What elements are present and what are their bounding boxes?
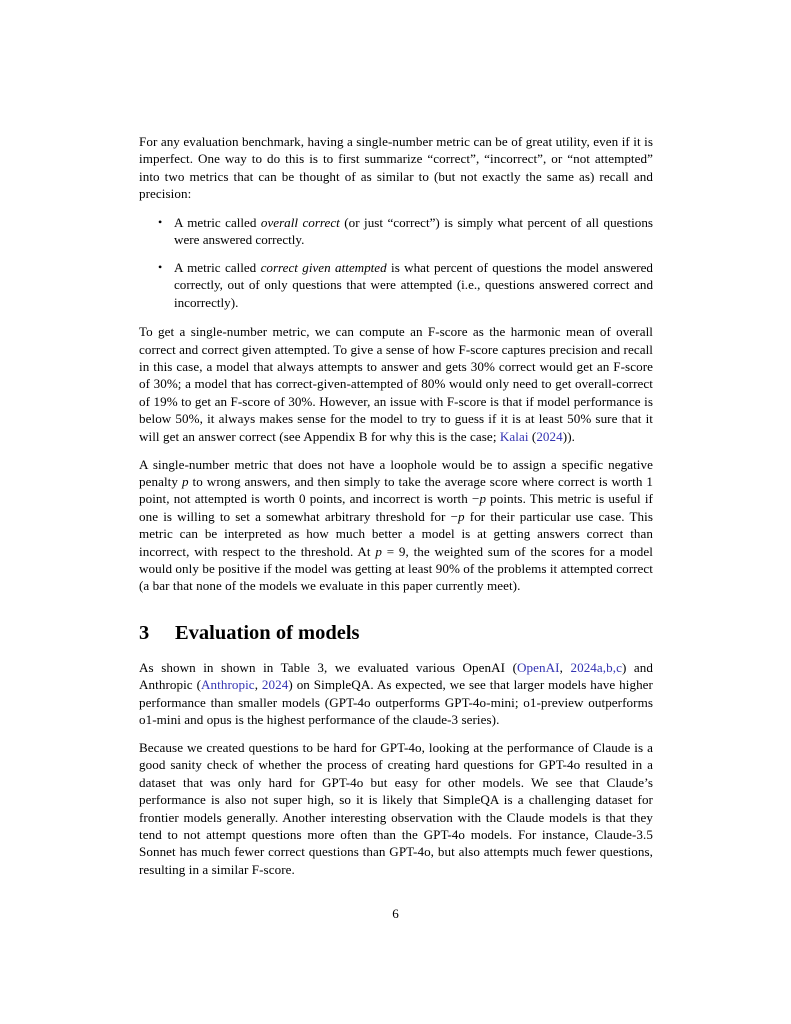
section-number: 3 bbox=[139, 621, 150, 644]
paragraph-evaluation-1 bbox=[139, 659, 653, 729]
penalty-text-part1: A single-number metric that does not have a loophole would be to assign a specific negative penalty bbox=[139, 456, 653, 489]
section-title: Evaluation of models bbox=[175, 621, 360, 644]
metric-definitions-list bbox=[139, 214, 653, 312]
bullet-text-after: is what percent of questions the model answered correctly, out of only questions that were attempted (i.e., questions answered correct and incorrectly). bbox=[174, 259, 653, 310]
citation-link-kalai[interactable]: Kalai bbox=[499, 428, 529, 444]
paragraph-penalty bbox=[139, 456, 653, 595]
eval-cite1-sep: , bbox=[559, 659, 571, 675]
page-number: 6 bbox=[392, 906, 399, 921]
math-variable-p: p bbox=[479, 491, 487, 507]
fscore-cite-mid: ( bbox=[528, 428, 537, 444]
list-item bbox=[139, 259, 653, 311]
paragraph-evaluation-2 bbox=[139, 739, 653, 878]
section-heading bbox=[139, 621, 653, 645]
fscore-text-part1: To get a single-number metric, we can compute an F-score as the harmonic mean of overall correct and correct given attempted. To give a sense of how F-score captures precision and recall in this case, a model that always attempts to answer and gets 30% correct would get an F-score of 30%; a model that has correct-given-attempted of 80% would only need to get overall-correct of 19% to get an F-score of 30%. However, an issue with F-score is that if model performance is below 50%, it always makes sense for the model to try to guess if it is at least 50% sure that it will get an answer correct (see Appendix B for why this is the case; bbox=[139, 324, 653, 444]
penalty-text-part2: to wrong answers, and then simply to take the average score where correct is worth 1 point, not attempted is worth 0 points, and incorrect is worth − bbox=[139, 473, 653, 507]
list-item bbox=[139, 214, 653, 249]
bullet-text-before: A metric called bbox=[174, 259, 261, 275]
paragraph-intro-text: For any evaluation benchmark, having a single-number metric can be of great utility, even if it is imperfect. One way to do this is to first summarize “correct”, “incorrect”, or “not attempted” into two metrics that can be thought of as similar to (but not exactly the same as) recall and precision: bbox=[139, 134, 653, 202]
eval-cite2-sep: , bbox=[254, 677, 262, 693]
paragraph-fscore bbox=[139, 323, 653, 445]
citation-link-anthropic[interactable]: Anthropic bbox=[201, 677, 255, 693]
eval-text-part1: As shown in shown in Table 3, we evaluated various OpenAI ( bbox=[139, 659, 518, 675]
fscore-text-part2: )). bbox=[562, 428, 575, 444]
bullet-term-italic: overall correct bbox=[260, 214, 340, 230]
penalty-text-part4: for their particular use case. This metric can be interpreted as how much better a model is at getting answers correct than incorrect, with respect to the threshold. At bbox=[139, 508, 653, 559]
citation-link-openai[interactable]: OpenAI bbox=[517, 659, 560, 675]
penalty-text-part3: points. This metric is useful if one is willing to set a somewhat arbitrary threshold for − bbox=[139, 491, 653, 524]
bullet-text-before: A metric called bbox=[174, 214, 261, 230]
citation-link-anthropic-year[interactable]: 2024 bbox=[261, 677, 289, 693]
page-content bbox=[139, 133, 653, 889]
math-variable-p: p bbox=[458, 508, 465, 524]
math-equation-p-equals-9: = 9 bbox=[381, 543, 406, 559]
math-variable-p: p bbox=[375, 543, 382, 559]
paragraph-intro bbox=[139, 133, 653, 203]
citation-link-kalai-year[interactable]: 2024 bbox=[536, 428, 563, 444]
bullet-term-italic: correct given attempted bbox=[260, 259, 387, 275]
bullet-icon: • bbox=[158, 259, 163, 274]
eval2-text: Because we created questions to be hard for GPT-4o, looking at the performance of Claude is a good sanity check of whether the process of creating hard questions for GPT-4o resulted in a dataset that was only hard for GPT-4o but easy for other models. We see that Claude’s performance is also not super high, so it is likely that SimpleQA is a challenging dataset for frontier models generally. Another interesting observation with the Claude models is that they tend to not attempt questions more often than the GPT-4o models. For instance, Claude-3.5 Sonnet has much fewer correct questions than GPT-4o, but also attempts much fewer questions, resulting in a similar F-score. bbox=[139, 739, 653, 877]
citation-link-openai-year[interactable]: 2024a,b,c bbox=[570, 659, 622, 675]
bullet-icon: • bbox=[158, 214, 163, 229]
eval-text-part2: ) and Anthropic ( bbox=[139, 659, 654, 693]
math-variable-p: p bbox=[181, 473, 189, 489]
eval-text-part3: ) on SimpleQA. As expected, we see that larger models have higher performance than smaller models (GPT-4o outperforms GPT-4o-mini; o1-preview outperforms o1-mini and opus is the highest performance of the claude-3 series). bbox=[139, 677, 653, 727]
bullet-text-after: (or just “correct”) is simply what percent of all questions were answered correctly. bbox=[174, 214, 653, 248]
penalty-text-part5: , the weighted sum of the scores for a model would only be positive if the model was getting at least 90% of the problems it attempted correct (a bar that none of the models we evaluate in this paper currently meet). bbox=[139, 543, 653, 594]
